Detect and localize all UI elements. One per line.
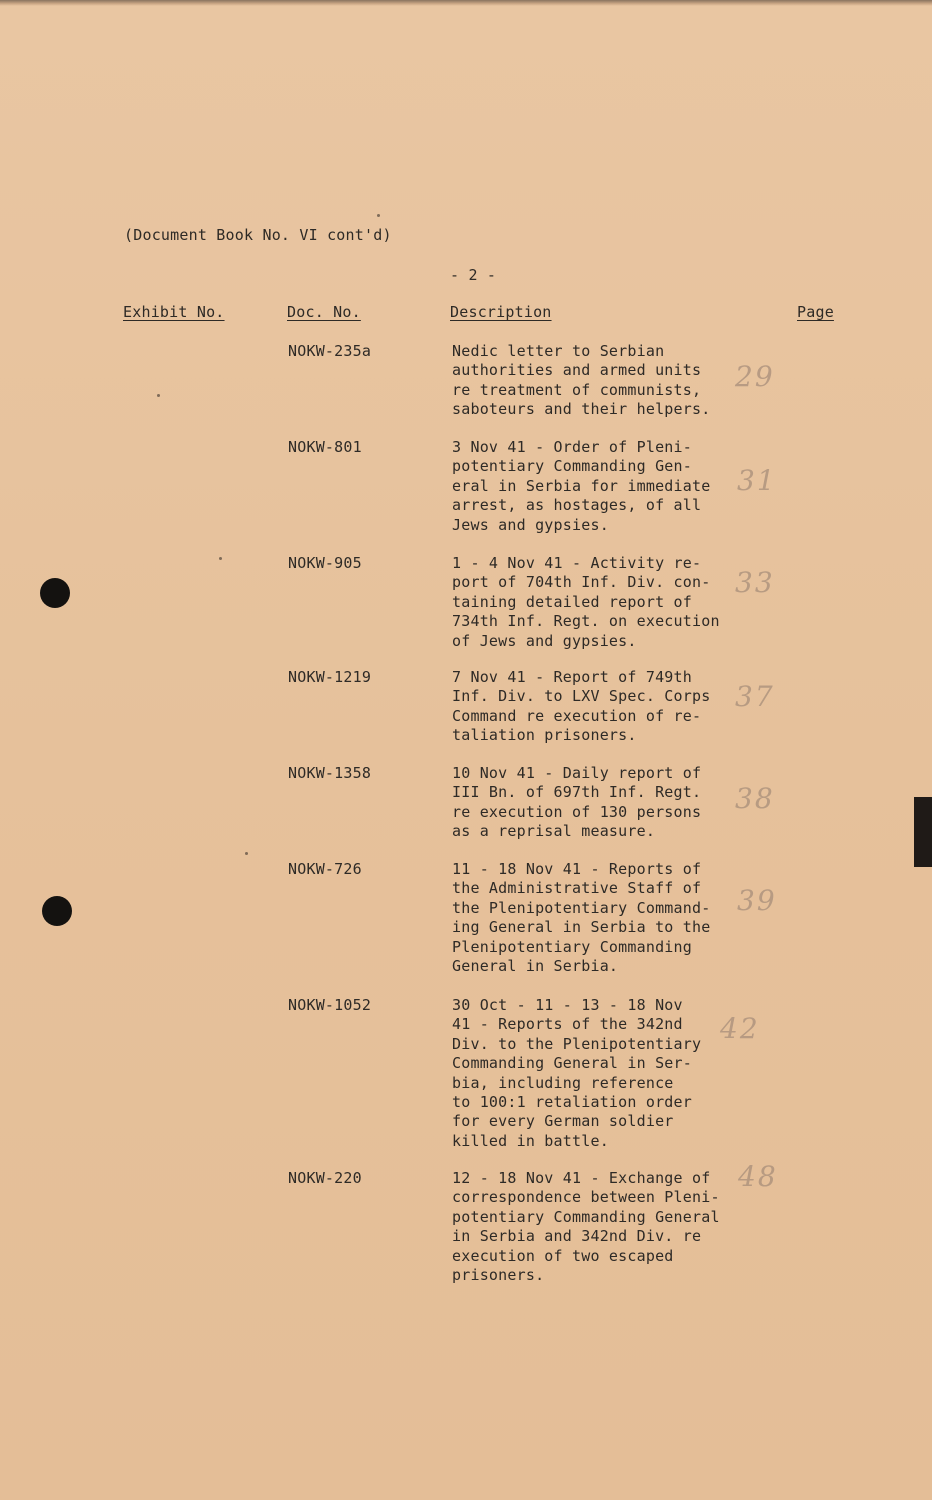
column-header-description: Description bbox=[450, 303, 552, 321]
speck bbox=[219, 557, 222, 560]
entry-doc-no: NOKW-220 bbox=[288, 1169, 362, 1187]
entry-description: 1 - 4 Nov 41 - Activity re- port of 704th Inf. Div. con- taining detailed report of 734th Inf. Regt. on execution of Jews and gypsies. bbox=[452, 554, 720, 650]
entry-description: Nedic letter to Serbian authorities and armed units re treatment of communists, saboteurs and their helpers. bbox=[452, 342, 711, 419]
entry-description: 11 - 18 Nov 41 - Reports of the Administrative Staff of the Plenipotentiary Command- ing General in Serbia to the Plenipotentiary Commanding General in Serbia. bbox=[452, 860, 711, 976]
speck bbox=[157, 394, 160, 397]
entry-description: 3 Nov 41 - Order of Pleni- potentiary Commanding Gen- eral in Serbia for immediate arrest, as hostages, of all Jews and gypsies. bbox=[452, 438, 711, 534]
punch-hole-top bbox=[40, 578, 70, 608]
entry-page-handwritten: 29 bbox=[735, 360, 775, 393]
punch-hole-bottom bbox=[42, 896, 72, 926]
page-top-edge bbox=[0, 0, 932, 6]
entry-page-handwritten: 31 bbox=[737, 464, 777, 497]
entry-doc-no: NOKW-905 bbox=[288, 554, 362, 572]
entry-doc-no: NOKW-1358 bbox=[288, 764, 372, 782]
column-header-exhibit: Exhibit No. bbox=[123, 303, 225, 321]
entry-doc-no: NOKW-1052 bbox=[288, 996, 372, 1014]
entry-page-handwritten: 38 bbox=[735, 782, 775, 815]
entry-page-handwritten: 33 bbox=[735, 566, 775, 599]
entry-doc-no: NOKW-1219 bbox=[288, 668, 372, 686]
edge-tab bbox=[914, 797, 932, 867]
column-header-doc-no: Doc. No. bbox=[287, 303, 361, 321]
entry-doc-no: NOKW-726 bbox=[288, 860, 362, 878]
entry-description: 7 Nov 41 - Report of 749th Inf. Div. to LXV Spec. Corps Command re execution of re- taliation prisoners. bbox=[452, 668, 711, 745]
entry-page-handwritten: 42 bbox=[720, 1012, 760, 1045]
entry-page-handwritten: 48 bbox=[738, 1160, 778, 1193]
speck bbox=[377, 214, 380, 217]
document-book-title: (Document Book No. VI cont'd) bbox=[124, 226, 392, 244]
entry-doc-no: NOKW-801 bbox=[288, 438, 362, 456]
entry-doc-no: NOKW-235a bbox=[288, 342, 372, 360]
column-header-page: Page bbox=[797, 303, 834, 321]
entry-description: 30 Oct - 11 - 13 - 18 Nov 41 - Reports of the 342nd Div. to the Plenipotentiary Commanding General in Ser- bia, including reference to 100:1 retaliation order for every German soldier killed in battle. bbox=[452, 996, 702, 1150]
entry-page-handwritten: 37 bbox=[735, 680, 775, 713]
speck bbox=[245, 852, 248, 855]
page-number: - 2 - bbox=[450, 266, 497, 284]
entry-description: 12 - 18 Nov 41 - Exchange of correspondence between Pleni- potentiary Commanding General in Serbia and 342nd Div. re execution of two escaped prisoners. bbox=[452, 1169, 720, 1285]
entry-page-handwritten: 39 bbox=[737, 884, 777, 917]
entry-description: 10 Nov 41 - Daily report of III Bn. of 697th Inf. Regt. re execution of 130 persons as a reprisal measure. bbox=[452, 764, 702, 841]
